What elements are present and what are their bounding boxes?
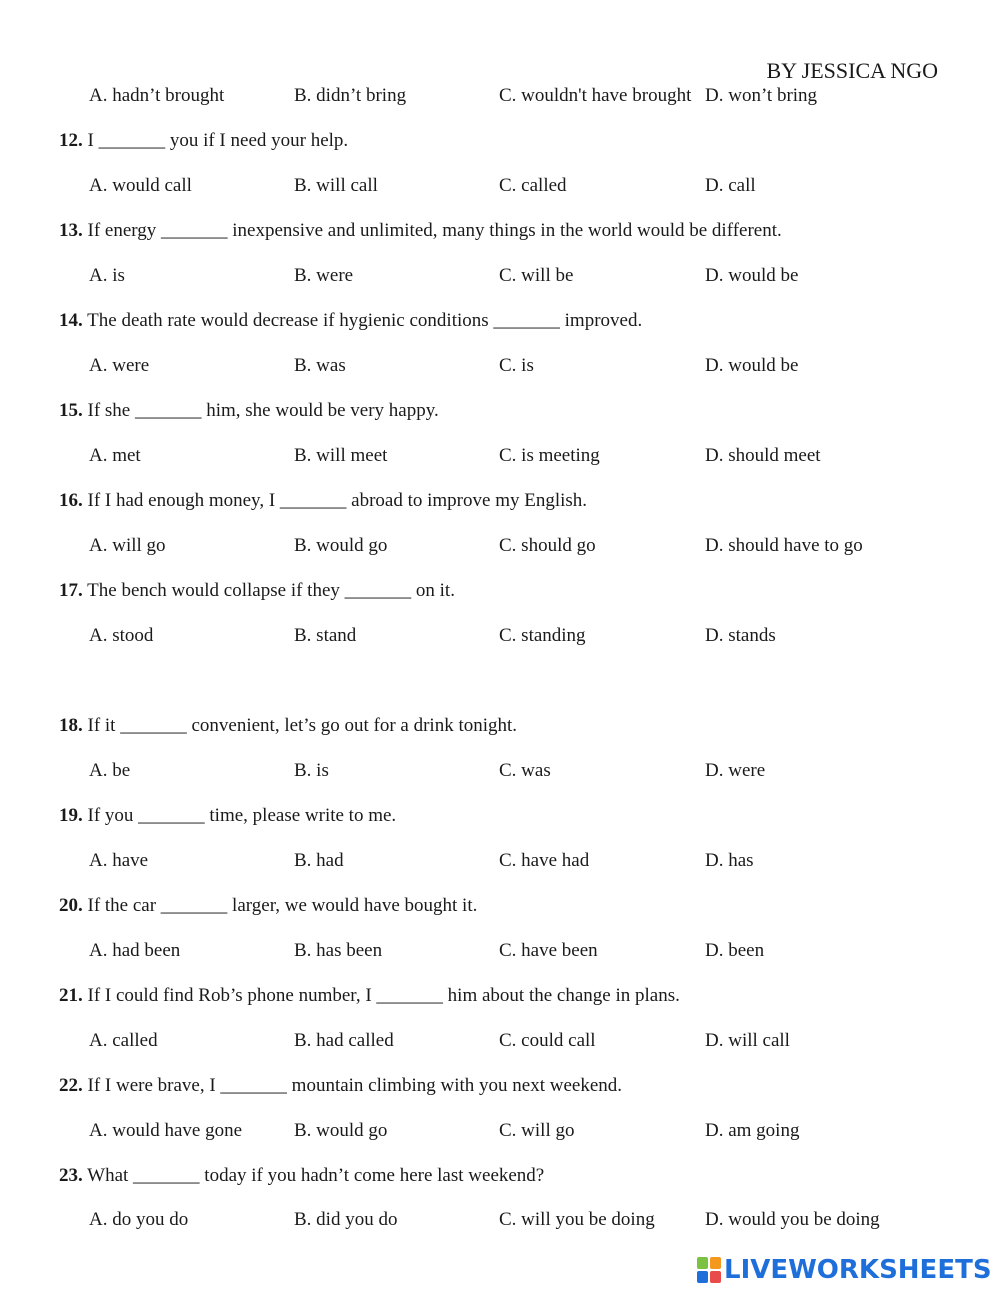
option-11-a[interactable]: A. hadn’t brought xyxy=(89,85,225,106)
option-15-a[interactable]: A. met xyxy=(89,445,141,466)
option-23-d[interactable]: D. would you be doing xyxy=(705,1209,880,1230)
question-text: If I were brave, I _______ mountain climbing with you next weekend. xyxy=(82,1075,622,1096)
question-22 xyxy=(59,1075,622,1097)
option-21-d[interactable]: D. will call xyxy=(705,1030,790,1051)
question-number: 23. xyxy=(59,1165,83,1186)
option-14-a[interactable]: A. were xyxy=(89,355,150,376)
option-17-a[interactable]: A. stood xyxy=(89,625,154,646)
question-text: If I could find Rob’s phone number, I _______ him about the change in plans. xyxy=(82,985,680,1006)
question-13 xyxy=(59,220,782,242)
question-21 xyxy=(59,985,680,1007)
option-15-b[interactable]: B. will meet xyxy=(294,445,388,466)
option-20-d[interactable]: D. been xyxy=(705,940,765,961)
question-number: 16. xyxy=(59,490,83,511)
option-22-b[interactable]: B. would go xyxy=(294,1120,388,1141)
question-number: 18. xyxy=(59,715,83,736)
question-text: What _______ today if you hadn’t come here last weekend? xyxy=(82,1165,545,1186)
option-22-c[interactable]: C. will go xyxy=(499,1120,575,1141)
question-text: If I had enough money, I _______ abroad to improve my English. xyxy=(82,490,588,511)
option-15-d[interactable]: D. should meet xyxy=(705,445,821,466)
option-11-d[interactable]: D. won’t bring xyxy=(705,85,818,106)
option-16-d[interactable]: D. should have to go xyxy=(705,535,863,556)
question-number: 13. xyxy=(59,220,83,241)
option-20-c[interactable]: C. have been xyxy=(499,940,598,961)
author-header: BY JESSICA NGO xyxy=(766,58,938,83)
option-19-b[interactable]: B. had xyxy=(294,850,344,871)
question-text: If energy _______ inexpensive and unlimited, many things in the world would be different. xyxy=(82,220,782,241)
option-16-c[interactable]: C. should go xyxy=(499,535,596,556)
question-text: If she _______ him, she would be very happy. xyxy=(82,400,439,421)
option-21-a[interactable]: A. called xyxy=(89,1030,158,1051)
question-text: If it _______ convenient, let’s go out for a drink tonight. xyxy=(82,715,518,736)
option-23-c[interactable]: C. will you be doing xyxy=(499,1209,655,1230)
option-13-c[interactable]: C. will be xyxy=(499,265,574,286)
liveworksheets-logo-text: LIVEWORKSHEETS xyxy=(724,1255,992,1285)
liveworksheets-logo[interactable] xyxy=(697,1255,992,1285)
question-18 xyxy=(59,715,517,737)
question-text: The death rate would decrease if hygienic conditions _______ improved. xyxy=(82,310,643,331)
option-12-b[interactable]: B. will call xyxy=(294,175,378,196)
option-11-c[interactable]: C. wouldn't have brought xyxy=(499,85,692,106)
option-12-d[interactable]: D. call xyxy=(705,175,756,196)
question-text: If the car _______ larger, we would have bought it. xyxy=(82,895,478,916)
option-14-d[interactable]: D. would be xyxy=(705,355,799,376)
question-17 xyxy=(59,580,455,602)
liveworksheets-logo-icon xyxy=(697,1257,721,1283)
question-number: 12. xyxy=(59,130,83,151)
option-17-d[interactable]: D. stands xyxy=(705,625,776,646)
option-19-d[interactable]: D. has xyxy=(705,850,754,871)
question-number: 20. xyxy=(59,895,83,916)
option-20-b[interactable]: B. has been xyxy=(294,940,383,961)
question-12 xyxy=(59,130,348,152)
option-18-a[interactable]: A. be xyxy=(89,760,131,781)
option-21-b[interactable]: B. had called xyxy=(294,1030,394,1051)
question-16 xyxy=(59,490,587,512)
option-11-b[interactable]: B. didn’t bring xyxy=(294,85,407,106)
option-16-b[interactable]: B. would go xyxy=(294,535,388,556)
option-16-a[interactable]: A. will go xyxy=(89,535,166,556)
question-15 xyxy=(59,400,439,422)
option-12-a[interactable]: A. would call xyxy=(89,175,192,196)
option-22-a[interactable]: A. would have gone xyxy=(89,1120,243,1141)
option-14-c[interactable]: C. is xyxy=(499,355,534,376)
option-22-d[interactable]: D. am going xyxy=(705,1120,800,1141)
question-number: 19. xyxy=(59,805,83,826)
option-19-a[interactable]: A. have xyxy=(89,850,149,871)
question-number: 17. xyxy=(59,580,83,601)
option-13-b[interactable]: B. were xyxy=(294,265,354,286)
option-18-c[interactable]: C. was xyxy=(499,760,551,781)
question-number: 21. xyxy=(59,985,83,1006)
option-13-a[interactable]: A. is xyxy=(89,265,125,286)
question-number: 14. xyxy=(59,310,83,331)
option-18-d[interactable]: D. were xyxy=(705,760,766,781)
question-14 xyxy=(59,310,642,332)
question-text: If you _______ time, please write to me. xyxy=(82,805,397,826)
option-23-a[interactable]: A. do you do xyxy=(89,1209,189,1230)
question-number: 15. xyxy=(59,400,83,421)
option-14-b[interactable]: B. was xyxy=(294,355,346,376)
question-text: The bench would collapse if they _______ on it. xyxy=(82,580,455,601)
question-23 xyxy=(59,1165,544,1187)
option-12-c[interactable]: C. called xyxy=(499,175,567,196)
question-20 xyxy=(59,895,477,917)
option-19-c[interactable]: C. have had xyxy=(499,850,590,871)
question-text: I _______ you if I need your help. xyxy=(82,130,349,151)
option-15-c[interactable]: C. is meeting xyxy=(499,445,600,466)
option-20-a[interactable]: A. had been xyxy=(89,940,181,961)
option-13-d[interactable]: D. would be xyxy=(705,265,799,286)
option-17-c[interactable]: C. standing xyxy=(499,625,586,646)
question-19 xyxy=(59,805,396,827)
question-number: 22. xyxy=(59,1075,83,1096)
option-18-b[interactable]: B. is xyxy=(294,760,329,781)
option-21-c[interactable]: C. could call xyxy=(499,1030,596,1051)
option-23-b[interactable]: B. did you do xyxy=(294,1209,398,1230)
option-17-b[interactable]: B. stand xyxy=(294,625,357,646)
